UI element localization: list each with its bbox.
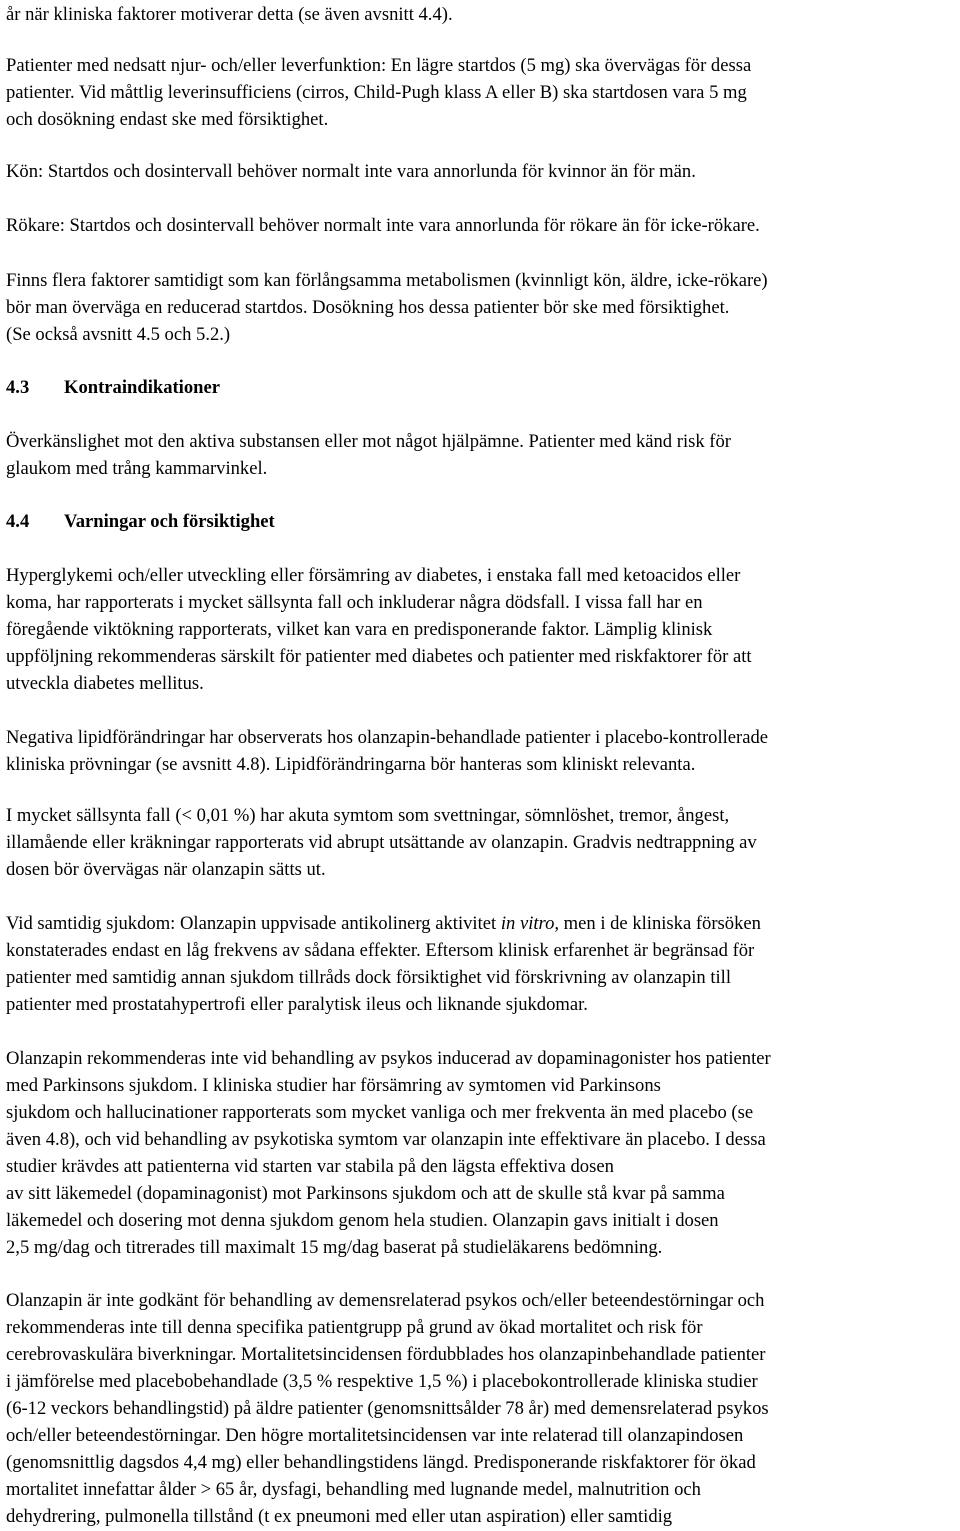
text-line: patienter. Vid måttlig leverinsufficiens (cirros, Child-Pugh klass A eller B) ska startdosen vara 5 mg xyxy=(6,82,747,103)
section-title: Kontraindikationer xyxy=(64,377,220,398)
text-line: dehydrering, pulmonella tillstånd (t ex pneumoni med eller utan aspiration) eller samtidig xyxy=(6,1506,673,1527)
text-line: konstaterades endast en låg frekvens av sådana effekter. Eftersom klinisk erfarenhet är begränsad för xyxy=(6,940,755,961)
text-line: patienter med prostatahypertrofi eller paralytisk ileus och liknande sjukdomar. xyxy=(6,994,588,1015)
text-line: (genomsnittlig dagsdos 4,4 mg) eller behandlingstidens längd. Predisponerande riskfaktorer för ökad xyxy=(6,1452,756,1473)
text-line: glaukom med trång kammarvinkel. xyxy=(6,458,268,479)
section-number: 4.3 xyxy=(6,377,30,398)
text-line: Kön: Startdos och dosintervall behöver normalt inte vara annorlunda för kvinnor än för män. xyxy=(6,161,696,182)
section-heading-warnings xyxy=(6,511,275,533)
text-line: 2,5 mg/dag och titrerades till maximalt 15 mg/dag baserat på studieläkarens bedömning. xyxy=(6,1237,663,1258)
italic-term: in vitro, xyxy=(500,913,560,934)
text-line: sjukdom och hallucinationer rapporterats som mycket vanliga och mer frekventa än med placebo (se xyxy=(6,1102,754,1123)
section-heading-contraindications xyxy=(6,377,220,399)
section-title: Varningar och försiktighet xyxy=(64,511,275,532)
text-line: med Parkinsons sjukdom. I kliniska studier har försämring av symtomen vid Parkinsons xyxy=(6,1075,661,1096)
text-line: även 4.8), och vid behandling av psykotiska symtom var olanzapin inte effektivare än placebo. I dessa xyxy=(6,1129,766,1150)
text-line: studier krävdes att patienterna vid starten var stabila på den lägsta effektiva dosen xyxy=(6,1156,614,1177)
text-line: Patienter med nedsatt njur- och/eller leverfunktion: En lägre startdos (5 mg) ska övervägas för dessa xyxy=(6,55,752,76)
text-line: och dosökning endast ske med försiktighet. xyxy=(6,109,329,130)
text-line: uppföljning rekommenderas särskilt för patienter med diabetes och patienter med riskfaktorer för att xyxy=(6,646,752,667)
text-line: utveckla diabetes mellitus. xyxy=(6,673,204,694)
section-number: 4.4 xyxy=(6,511,30,532)
text-line: (Se också avsnitt 4.5 och 5.2.) xyxy=(6,324,231,345)
text-line: cerebrovaskulära biverkningar. Mortalitetsincidensen fördubblades hos olanzapinbehandlade patienter xyxy=(6,1344,766,1365)
text-line: läkemedel och dosering mot denna sjukdom genom hela studien. Olanzapin gavs initialt i dosen xyxy=(6,1210,719,1231)
text-line: år när kliniska faktorer motiverar detta (se även avsnitt 4.4). xyxy=(6,4,453,25)
text-line: i jämförelse med placebobehandlade (3,5 % respektive 1,5 %) i placebokontrollerade kliniska studier xyxy=(6,1371,758,1392)
text-segment: Vid samtidig sjukdom: Olanzapin uppvisade antikolinerg aktivitet xyxy=(6,913,501,934)
text-line: illamående eller kräkningar rapporterats vid abrupt utsättande av olanzapin. Gradvis nedtrappning av xyxy=(6,832,757,853)
text-line xyxy=(6,913,761,935)
text-line: rekommenderas inte till denna specifika patientgrupp på grund av ökad mortalitet och risk för xyxy=(6,1317,703,1338)
text-line: Hyperglykemi och/eller utveckling eller försämring av diabetes, i enstaka fall med ketoacidos eller xyxy=(6,565,741,586)
text-line: koma, har rapporterats i mycket sällsynta fall och inkluderar några dödsfall. I vissa fall har en xyxy=(6,592,703,613)
text-line: av sitt läkemedel (dopaminagonist) mot Parkinsons sjukdom och att de skulle stå kvar på samma xyxy=(6,1183,725,1204)
text-line: kliniska prövningar (se avsnitt 4.8). Lipidförändringarna bör hanteras som kliniskt relevanta. xyxy=(6,754,696,775)
text-line: Negativa lipidförändringar har observerats hos olanzapin-behandlade patienter i placebo-kontrollerade xyxy=(6,727,769,748)
text-line: patienter med samtidig annan sjukdom tillråds dock försiktighet vid förskrivning av olanzapin till xyxy=(6,967,732,988)
text-line: föregående viktökning rapporterats, vilket kan vara en predisponerande faktor. Lämplig klinisk xyxy=(6,619,713,640)
text-line: dosen bör övervägas när olanzapin sätts ut. xyxy=(6,859,326,880)
text-line: mortalitet innefattar ålder > 65 år, dysfagi, behandling med lugnande medel, malnutrition och xyxy=(6,1479,701,1500)
text-line: Finns flera faktorer samtidigt som kan förlångsamma metabolismen (kvinnligt kön, äldre, icke-rökare) xyxy=(6,270,768,291)
text-line: I mycket sällsynta fall (< 0,01 %) har akuta symtom som svettningar, sömnlöshet, tremor, ångest, xyxy=(6,805,730,826)
text-line: (6-12 veckors behandlingstid) på äldre patienter (genomsnittsålder 78 år) med demensrelaterad psykos xyxy=(6,1398,769,1419)
text-line: Överkänslighet mot den aktiva substansen eller mot något hjälpämne. Patienter med känd risk för xyxy=(6,431,731,452)
text-line: Olanzapin är inte godkänt för behandling av demensrelaterad psykos och/eller beteendestörningar och xyxy=(6,1290,765,1311)
text-line: Rökare: Startdos och dosintervall behöver normalt inte vara annorlunda för rökare än för icke-rökare. xyxy=(6,215,760,236)
text-line: Olanzapin rekommenderas inte vid behandling av psykos inducerad av dopaminagonister hos patienter xyxy=(6,1048,771,1069)
text-segment: men i de kliniska försöken xyxy=(559,913,761,934)
text-line: och/eller beteendestörningar. Den högre mortalitetsincidensen var inte relaterad till olanzapindosen xyxy=(6,1425,744,1446)
text-line: bör man överväga en reducerad startdos. Dosökning hos dessa patienter bör ske med försiktighet. xyxy=(6,297,730,318)
